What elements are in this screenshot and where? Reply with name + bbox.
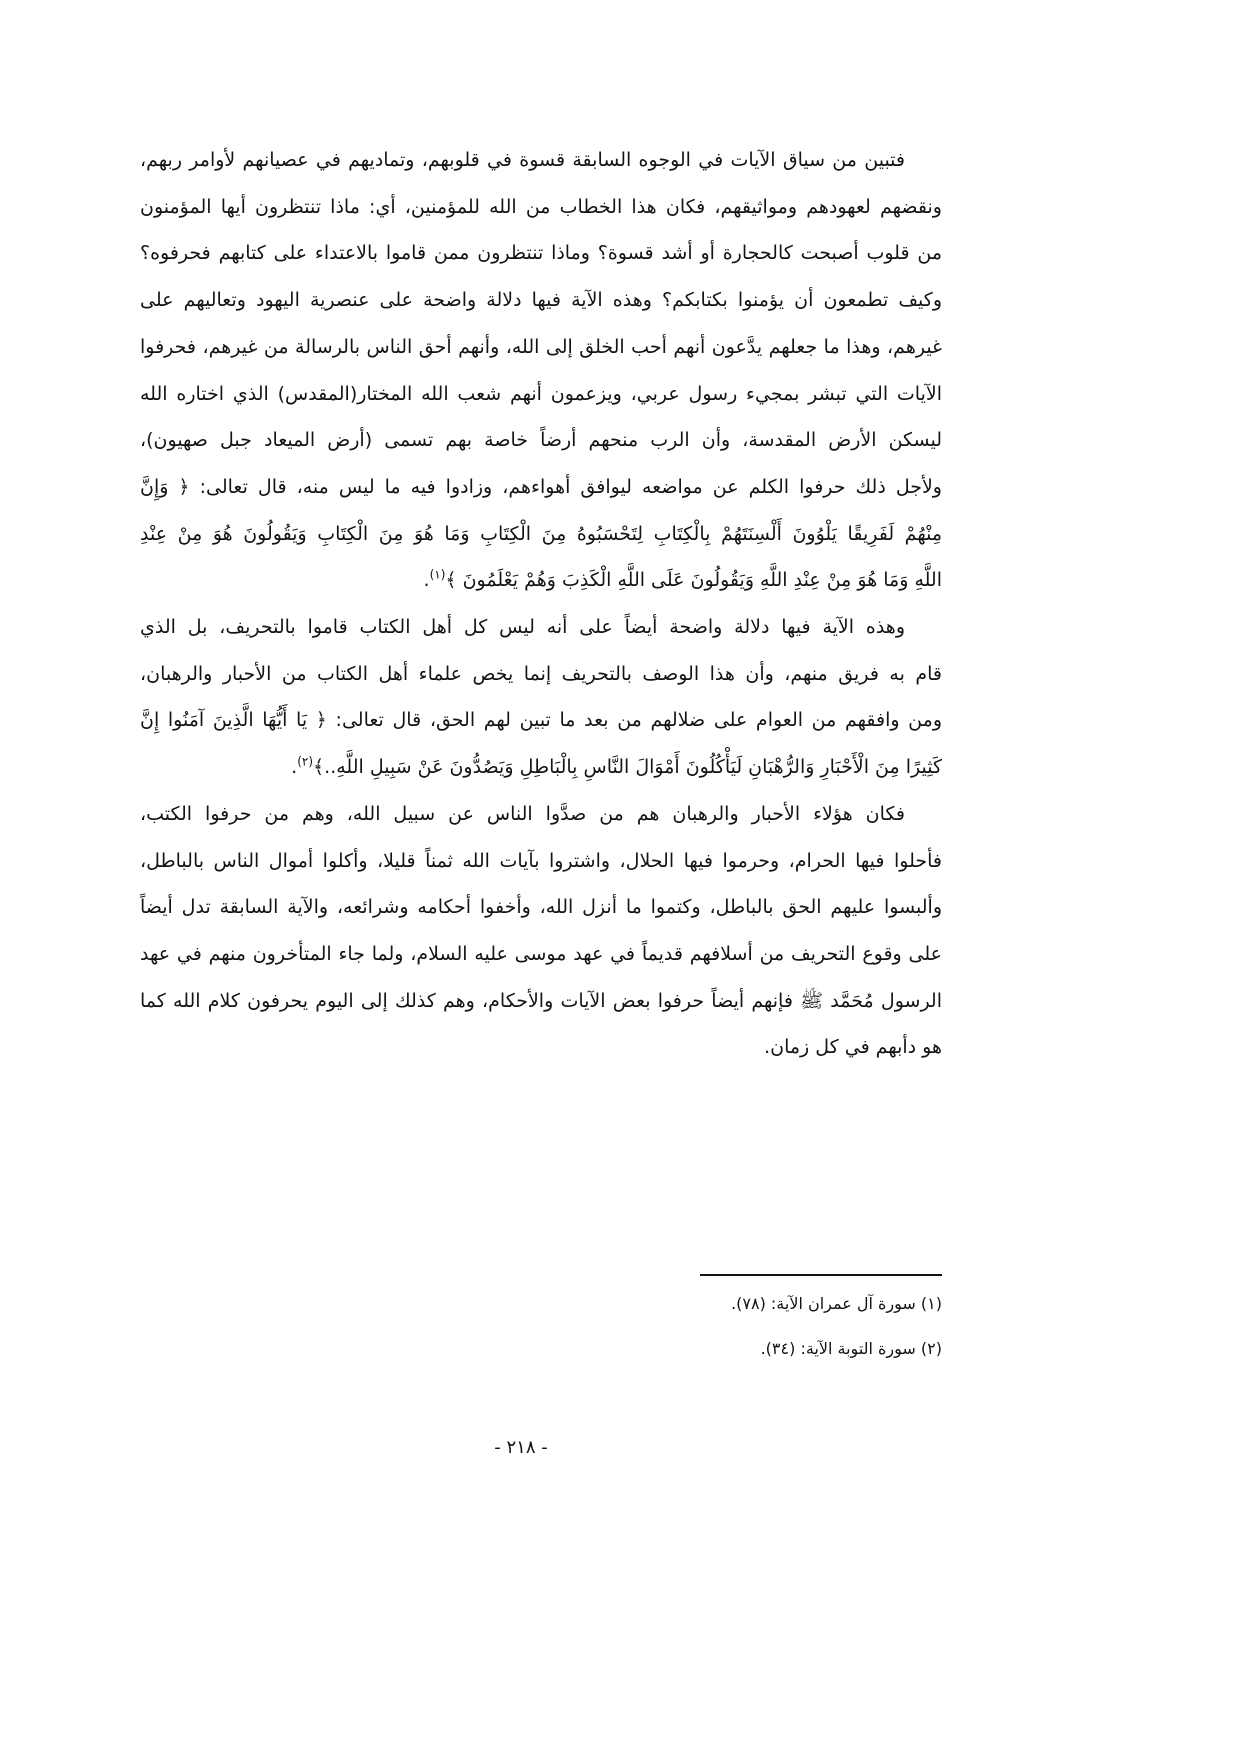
line-text: الرسول مُحَمَّد ﷺ فإنهم أيضاً حرفوا بعض الآيات والأحكام، وهم كذلك إلى اليوم يحرفون كلام الله كما bbox=[140, 989, 942, 1012]
line-text: اللَّهِ وَمَا هُوَ مِنْ عِنْدِ اللَّهِ وَيَقُولُونَ عَلَى اللَّهِ الْكَذِبَ وَهُمْ يَعْلَمُونَ ﴾ bbox=[445, 569, 942, 592]
line-text: غيرهم، وهذا ما جعلهم يدَّعون أنهم أحب الخلق إلى الله، وأنهم أحق الناس بالرسالة من غيرهم، فحرفوا bbox=[140, 335, 942, 358]
page-number: - ٢١٨ - bbox=[494, 1437, 548, 1458]
footnote-2: (٢) سورة التوبة الآية: (٣٤). bbox=[760, 1339, 942, 1358]
footnote-1: (١) سورة آل عمران الآية: (٧٨). bbox=[731, 1294, 942, 1313]
line-text: الآيات التي تبشر بمجيء رسول عربي، ويزعمون أنهم شعب الله المختار(المقدس) الذي اختاره الله bbox=[140, 382, 942, 405]
text-line bbox=[140, 137, 942, 184]
text-line bbox=[140, 464, 942, 511]
text-line bbox=[140, 184, 942, 231]
text-line bbox=[140, 371, 942, 418]
line-text: ومن وافقهم من العوام على ضلالهم من بعد ما تبين لهم الحق، قال تعالى: ﴿ يَا أَيُّهَا الَّذِينَ آمَنُوا إِنَّ bbox=[140, 709, 942, 732]
text-line bbox=[140, 978, 942, 1025]
text-line bbox=[140, 604, 942, 651]
line-text: ليسكن الأرض المقدسة، وأن الرب منحهم أرضاً خاصة بهم تسمى (أرض الميعاد جبل صهيون)، bbox=[140, 429, 942, 452]
text-line bbox=[140, 884, 942, 931]
line-text: على وقوع التحريف من أسلافهم قديماً في عهد موسى عليه السلام، ولما جاء المتأخرون منهم في عهد bbox=[140, 942, 942, 965]
text-line bbox=[140, 838, 942, 885]
line-text: من قلوب أصبحت كالحجارة أو أشد قسوة؟ وماذا تنتظرون ممن قاموا بالاعتداء على كتابهم فحرفوه؟ bbox=[140, 242, 942, 265]
line-text: وهذه الآية فيها دلالة واضحة أيضاً على أنه ليس كل أهل الكتاب قاموا بالتحريف، بل الذي bbox=[140, 616, 905, 639]
text-line bbox=[140, 230, 942, 277]
line-text: كَثِيرًا مِنَ الْأَحْبَارِ وَالرُّهْبَانِ لَيَأْكُلُونَ أَمْوَالَ النَّاسِ بِالْبَاطِلِ وَيَصُدُّونَ عَنْ سَبِيلِ اللَّهِ..﴾ bbox=[313, 756, 942, 779]
text-line bbox=[140, 651, 942, 698]
text-line bbox=[140, 931, 942, 978]
quran-verse-line bbox=[140, 511, 942, 558]
line-text: ولأجل ذلك حرفوا الكلم عن مواضعه ليوافق أهواءهم، وزادوا فيه ما ليس منه، قال تعالى: ﴿ وَإِنَّ bbox=[140, 475, 942, 498]
text-line bbox=[140, 417, 942, 464]
line-text: وكيف تطمعون أن يؤمنوا بكتابكم؟ وهذه الآية فيها دلالة واضحة على عنصرية اليهود وتعاليهم على bbox=[140, 289, 942, 312]
line-text: . bbox=[423, 569, 430, 592]
line-text: فتبين من سياق الآيات في الوجوه السابقة قسوة في قلوبهم، وتماديهم في عصيانهم لأوامر ربهم، bbox=[140, 149, 905, 171]
line-text: قام به فريق منهم، وأن هذا الوصف بالتحريف إنما يخص علماء أهل الكتاب من الأحبار والرهبان، bbox=[140, 662, 942, 685]
quran-verse-line bbox=[140, 557, 942, 604]
line-text: وألبسوا عليهم الحق بالباطل، وكتموا ما أنزل الله، وأخفوا أحكامه وشرائعه، والآية السابقة تدل أيضاً bbox=[140, 896, 942, 919]
text-line bbox=[140, 791, 942, 838]
line-text: هو دأبهم في كل زمان. bbox=[764, 1036, 942, 1059]
footnote-separator bbox=[700, 1274, 942, 1276]
line-text: . bbox=[291, 756, 298, 779]
text-line bbox=[140, 1024, 942, 1071]
line-text: ونقضهم لعهودهم ومواثيقهم، فكان هذا الخطاب من الله للمؤمنين، أي: ماذا تنتظرون أيها المؤمنون bbox=[140, 195, 942, 218]
text-line bbox=[140, 324, 942, 371]
line-text: فكان هؤلاء الأحبار والرهبان هم من صدَّوا الناس عن سبيل الله، وهم من حرفوا الكتب، bbox=[140, 802, 905, 825]
main-text bbox=[140, 137, 942, 1071]
text-line bbox=[140, 697, 942, 744]
line-text: مِنْهُمْ لَفَرِيقًا يَلْوُونَ أَلْسِنَتَهُمْ بِالْكِتَابِ لِتَحْسَبُوهُ مِنَ الْكِتَابِ وَمَا هُوَ مِنَ الْكِتَابِ وَيَقُولُونَ هُوَ مِنْ عِنْدِ bbox=[140, 522, 942, 545]
text-line bbox=[140, 277, 942, 324]
footnote-ref-2[interactable]: (٢) bbox=[297, 754, 314, 769]
line-text: فأحلوا فيها الحرام، وحرموا فيها الحلال، واشتروا بآيات الله ثمناً قليلا، وأكلوا أموال الناس بالباطل، bbox=[140, 849, 942, 872]
footnotes bbox=[500, 1281, 942, 1371]
quran-verse-line bbox=[140, 744, 942, 791]
footnote-ref-1[interactable]: (١) bbox=[429, 568, 446, 582]
